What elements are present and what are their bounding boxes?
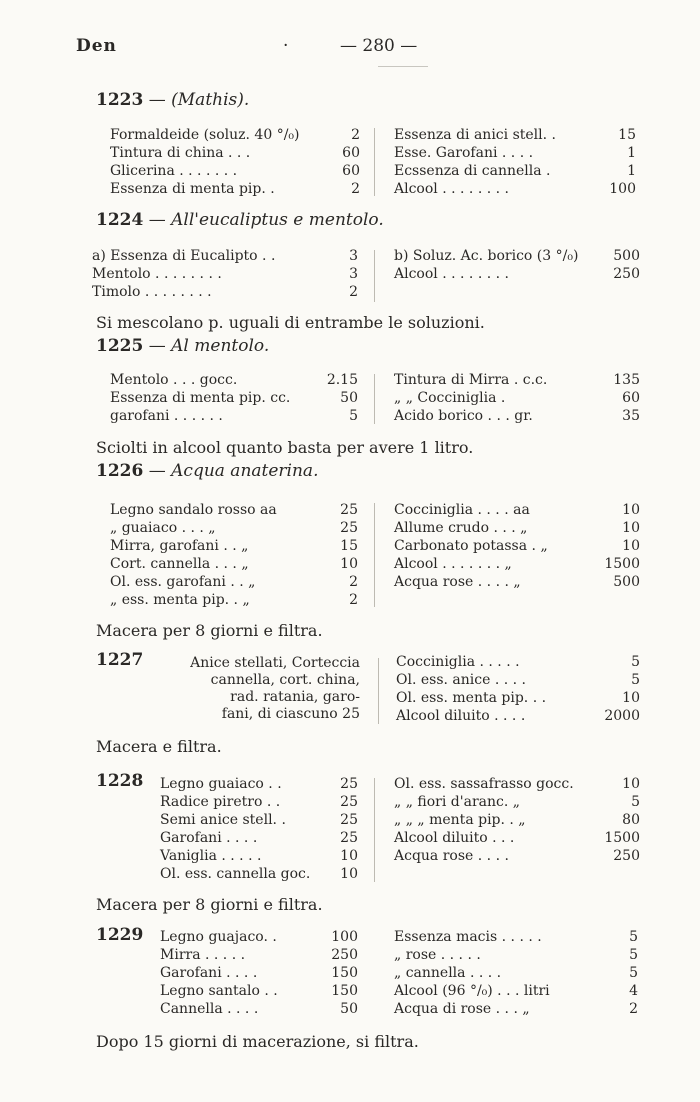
column-divider xyxy=(374,374,375,424)
ingredient-row xyxy=(394,982,638,1000)
note-1226: Macera per 8 giorni e filtra. xyxy=(96,621,323,640)
ingredient-row xyxy=(110,162,360,180)
ingredient-row xyxy=(394,371,640,389)
ingredient-name: Alcool . . . . . . . . xyxy=(394,266,509,282)
recipe-number: 1226 xyxy=(96,461,144,481)
ingredient-qty: 2 xyxy=(629,1001,638,1017)
ingredient-name: Alcool . . . . . . . „ xyxy=(394,556,512,572)
ingredient-row xyxy=(160,865,358,883)
ingredient-row xyxy=(92,247,358,265)
ingredient-name: Ol. ess. garofani . . „ xyxy=(110,574,256,590)
ingredient-qty: 5 xyxy=(631,794,640,810)
ingredient-qty: 2000 xyxy=(604,708,640,724)
ingredient-name: Tintura di china . . . xyxy=(110,145,251,161)
recipe-name: Acqua anaterina. xyxy=(171,461,319,481)
ingredient-name: Timolo . . . . . . . . xyxy=(92,284,212,300)
ingredient-name: Ecssenza di cannella . xyxy=(394,163,551,179)
ingredient-row xyxy=(160,982,358,1000)
ingredient-name: Essenza di menta pip. . xyxy=(110,181,275,197)
ingredient-row xyxy=(160,829,358,847)
ingredient-qty: 35 xyxy=(622,408,640,424)
ingredient-row xyxy=(394,144,636,162)
ingredient-row xyxy=(396,689,640,707)
ingredient-qty: 10 xyxy=(340,848,358,864)
ingredient-name: Ol. ess. menta pip. . . xyxy=(396,690,547,706)
ingredient-qty: 1500 xyxy=(604,556,640,572)
ingredient-row xyxy=(394,389,640,407)
ingredient-name: a) Essenza di Eucalipto . . xyxy=(92,248,276,264)
ingredient-name: Formaldeide (soluz. 40 °/₀) xyxy=(110,127,300,143)
ingredient-name: Legno sandalo rosso aa xyxy=(110,502,277,518)
ingredient-qty: 1 xyxy=(627,163,636,179)
ingredient-row xyxy=(394,573,640,591)
ingredient-name: Cannella . . . . xyxy=(160,1001,259,1017)
desc-line: Anice stellati, Corteccia xyxy=(190,655,360,671)
ingredient-qty: 15 xyxy=(618,127,636,143)
running-header xyxy=(0,36,700,60)
ingredient-name: Acqua di rose . . . „ xyxy=(394,1001,530,1017)
ingredient-row xyxy=(394,811,640,829)
ingredient-name: Mirra, garofani . . „ xyxy=(110,538,249,554)
ingredient-qty: 60 xyxy=(342,145,360,161)
ingredient-row xyxy=(160,928,358,946)
ingredient-qty: 10 xyxy=(622,502,640,518)
ingredient-name: „ cannella . . . . xyxy=(394,965,502,981)
ingredient-qty: 60 xyxy=(622,390,640,406)
ingredient-qty: 25 xyxy=(340,776,358,792)
title-dash: — xyxy=(148,210,166,230)
recipe-number-1228: 1228 xyxy=(96,771,144,791)
ingredients-1223-left xyxy=(110,126,360,198)
ingredient-name: Cocciniglia . . . . . xyxy=(396,654,520,670)
ingredient-row xyxy=(394,501,640,519)
ingredient-row xyxy=(394,180,636,198)
ingredient-qty: 2.15 xyxy=(326,372,358,388)
ingredient-row xyxy=(110,537,358,555)
note-1229: Dopo 15 giorni di macerazione, si filtra. xyxy=(96,1032,419,1051)
ingredient-row xyxy=(394,775,640,793)
ingredient-qty: 10 xyxy=(622,520,640,536)
ingredient-row xyxy=(394,946,638,964)
ingredient-row xyxy=(160,946,358,964)
ingredient-qty: 10 xyxy=(622,538,640,554)
ingredient-name: Acido borico . . . gr. xyxy=(394,408,533,424)
ingredient-qty: 2 xyxy=(349,574,358,590)
column-divider xyxy=(374,128,375,196)
ingredient-name: Essenza di anici stell. . xyxy=(394,127,556,143)
ingredient-row xyxy=(160,1000,358,1018)
ingredient-qty: 80 xyxy=(622,812,640,828)
ingredient-row xyxy=(394,847,640,865)
ingredient-qty: 1 xyxy=(627,145,636,161)
note-1228: Macera per 8 giorni e filtra. xyxy=(96,895,323,914)
ingredient-qty: 25 xyxy=(340,520,358,536)
ingredient-qty: 10 xyxy=(340,866,358,882)
ingredient-name: Ol. ess. cannella goc. xyxy=(160,866,311,882)
ingredient-name: Cort. cannella . . . „ xyxy=(110,556,249,572)
ingredient-name: Garofani . . . . xyxy=(160,965,258,981)
ingredient-name: Esse. Garofani . . . . xyxy=(394,145,534,161)
ingredient-qty: 50 xyxy=(340,1001,358,1017)
ingredient-row xyxy=(92,265,358,283)
ingredient-qty: 2 xyxy=(349,592,358,608)
ingredient-row xyxy=(110,555,358,573)
ingredient-row xyxy=(394,519,640,537)
ingredient-name: Legno santalo . . xyxy=(160,983,278,999)
ingredient-name: Ol. ess. sassafrasso gocc. xyxy=(394,776,574,792)
ingredient-qty: 5 xyxy=(629,965,638,981)
ingredient-row xyxy=(396,671,640,689)
ingredient-row xyxy=(160,847,358,865)
ingredient-row xyxy=(394,265,640,283)
ingredients-1226-right xyxy=(394,501,640,591)
ingredient-qty: 2 xyxy=(351,181,360,197)
ingredient-qty: 25 xyxy=(340,794,358,810)
ingredient-qty: 25 xyxy=(340,502,358,518)
ingredient-qty: 3 xyxy=(349,266,358,282)
header-dot: · xyxy=(283,36,289,56)
ingredient-qty: 150 xyxy=(331,983,358,999)
ingredient-row xyxy=(110,573,358,591)
ingredient-row xyxy=(396,707,640,725)
ingredient-name: Garofani . . . . xyxy=(160,830,258,846)
ingredient-name: „ „ Cocciniglia . xyxy=(394,390,506,406)
ingredients-1224-left xyxy=(92,247,358,301)
ingredient-qty: 250 xyxy=(331,947,358,963)
ingredient-name: Mentolo . . . gocc. xyxy=(110,372,238,388)
ingredient-name: Essenza macis . . . . . xyxy=(394,929,542,945)
ingredients-1227-right xyxy=(396,653,640,725)
ingredient-name: Mentolo . . . . . . . . xyxy=(92,266,222,282)
ingredient-row xyxy=(160,793,358,811)
ingredient-row xyxy=(394,793,640,811)
desc-line: rad. ratania, garo- xyxy=(230,689,360,705)
recipe-number: 1223 xyxy=(96,90,144,110)
ingredient-qty: 100 xyxy=(331,929,358,945)
recipe-number: 1225 xyxy=(96,336,144,356)
ingredients-1225-left xyxy=(110,371,358,425)
ingredient-qty: 2 xyxy=(351,127,360,143)
ingredient-row xyxy=(110,371,358,389)
ingredient-row xyxy=(394,247,640,265)
ingredient-qty: 5 xyxy=(631,672,640,688)
recipe-number: 1224 xyxy=(96,210,144,230)
ingredient-row xyxy=(110,180,360,198)
recipe-desc-1227 xyxy=(160,655,360,723)
ingredient-row xyxy=(92,283,358,301)
ingredient-row xyxy=(110,591,358,609)
ingredient-name: Radice piretro . . xyxy=(160,794,281,810)
ingredient-name: „ rose . . . . . xyxy=(394,947,481,963)
header-keyword: Den xyxy=(76,36,117,56)
ingredient-name: „ „ „ menta pip. . „ xyxy=(394,812,526,828)
ingredient-row xyxy=(110,389,358,407)
desc-line: cannella, cort. china, xyxy=(210,672,360,688)
ingredients-1228-right xyxy=(394,775,640,865)
ingredient-row xyxy=(396,653,640,671)
ingredient-qty: 60 xyxy=(342,163,360,179)
title-dash: — xyxy=(148,90,166,110)
ingredient-row xyxy=(394,928,638,946)
ingredient-qty: 3 xyxy=(349,248,358,264)
ingredient-row xyxy=(160,964,358,982)
ingredient-name: Acqua rose . . . . „ xyxy=(394,574,521,590)
ingredient-name: Glicerina . . . . . . . xyxy=(110,163,238,179)
column-divider xyxy=(374,250,375,302)
ingredient-qty: 500 xyxy=(613,248,640,264)
recipe-title-1226 xyxy=(96,461,318,481)
ingredient-qty: 2 xyxy=(349,284,358,300)
ingredient-qty: 150 xyxy=(331,965,358,981)
column-divider xyxy=(374,503,375,607)
ingredient-row xyxy=(110,519,358,537)
recipe-title-1223 xyxy=(96,90,249,110)
ingredient-qty: 10 xyxy=(340,556,358,572)
ingredients-1224-right xyxy=(394,247,640,283)
recipe-title-1225 xyxy=(96,336,269,356)
header-rule xyxy=(378,66,428,67)
ingredients-1228-left xyxy=(160,775,358,883)
ingredient-row xyxy=(394,407,640,425)
ingredient-name: Carbonato potassa . „ xyxy=(394,538,548,554)
note-1225: Sciolti in alcool quanto basta per avere 1 litro. xyxy=(96,438,474,457)
ingredient-qty: 25 xyxy=(340,830,358,846)
ingredient-qty: 100 xyxy=(609,181,636,197)
ingredient-name: Legno guaiaco . . xyxy=(160,776,282,792)
ingredient-row xyxy=(110,144,360,162)
ingredient-name: Alcool diluito . . . . xyxy=(396,708,526,724)
ingredient-name: Alcool (96 °/₀) . . . litri xyxy=(394,983,550,999)
ingredients-1226-left xyxy=(110,501,358,609)
ingredient-qty: 5 xyxy=(631,654,640,670)
ingredient-qty: 250 xyxy=(613,848,640,864)
ingredient-row xyxy=(394,555,640,573)
ingredient-qty: 10 xyxy=(622,776,640,792)
ingredient-row xyxy=(160,775,358,793)
ingredient-name: Vaniglia . . . . . xyxy=(160,848,262,864)
recipe-name: (Mathis). xyxy=(171,90,250,110)
title-dash: — xyxy=(148,336,166,356)
ingredient-row xyxy=(394,964,638,982)
ingredient-name: Alcool diluito . . . xyxy=(394,830,515,846)
ingredient-name: Allume crudo . . . „ xyxy=(394,520,528,536)
ingredients-1229-left xyxy=(160,928,358,1018)
ingredient-row xyxy=(394,537,640,555)
ingredients-1223-right xyxy=(394,126,636,198)
recipe-number-1227: 1227 xyxy=(96,650,144,670)
ingredient-name: „ „ fiori d'aranc. „ xyxy=(394,794,520,810)
ingredient-name: b) Soluz. Ac. borico (3 °/₀) xyxy=(394,248,579,264)
ingredient-qty: 25 xyxy=(340,812,358,828)
ingredient-row xyxy=(110,407,358,425)
ingredient-qty: 5 xyxy=(629,929,638,945)
ingredient-qty: 250 xyxy=(613,266,640,282)
ingredient-name: Mirra . . . . . xyxy=(160,947,246,963)
ingredient-qty: 1500 xyxy=(604,830,640,846)
ingredient-qty: 5 xyxy=(629,947,638,963)
ingredients-1225-right xyxy=(394,371,640,425)
ingredient-qty: 15 xyxy=(340,538,358,554)
ingredient-name: Semi anice stell. . xyxy=(160,812,286,828)
recipe-name: All'eucaliptus e mentolo. xyxy=(171,210,384,230)
ingredient-row xyxy=(394,126,636,144)
column-divider xyxy=(378,658,379,724)
note-1227: Macera e filtra. xyxy=(96,737,222,756)
desc-line: fani, di ciascuno 25 xyxy=(221,706,360,722)
ingredient-name: Acqua rose . . . . xyxy=(394,848,509,864)
ingredient-qty: 135 xyxy=(613,372,640,388)
recipe-name: Al mentolo. xyxy=(171,336,270,356)
ingredient-name: „ ess. menta pip. . „ xyxy=(110,592,250,608)
ingredient-qty: 10 xyxy=(622,690,640,706)
note-1224: Si mescolano p. uguali di entrambe le soluzioni. xyxy=(96,313,485,332)
ingredient-row xyxy=(110,501,358,519)
column-divider xyxy=(374,778,375,882)
ingredient-name: Tintura di Mirra . c.c. xyxy=(394,372,548,388)
ingredient-qty: 50 xyxy=(340,390,358,406)
ingredient-name: Ol. ess. anice . . . . xyxy=(396,672,526,688)
ingredients-1229-right xyxy=(394,928,638,1018)
ingredient-qty: 5 xyxy=(349,408,358,424)
ingredient-name: Alcool . . . . . . . . xyxy=(394,181,509,197)
recipe-title-1224 xyxy=(96,210,384,230)
ingredient-name: „ guaiaco . . . „ xyxy=(110,520,216,536)
ingredient-name: Essenza di menta pip. cc. xyxy=(110,390,291,406)
title-dash: — xyxy=(148,461,166,481)
ingredient-row xyxy=(160,811,358,829)
ingredient-row xyxy=(394,1000,638,1018)
ingredient-qty: 4 xyxy=(629,983,638,999)
ingredient-row xyxy=(394,829,640,847)
ingredient-row xyxy=(110,126,360,144)
recipe-number-1229: 1229 xyxy=(96,925,144,945)
ingredient-qty: 500 xyxy=(613,574,640,590)
ingredient-name: Cocciniglia . . . . aa xyxy=(394,502,530,518)
ingredient-row xyxy=(394,162,636,180)
ingredient-name: garofani . . . . . . xyxy=(110,408,223,424)
ingredient-name: Legno guajaco. . xyxy=(160,929,277,945)
page-number: — 280 — xyxy=(340,36,418,56)
